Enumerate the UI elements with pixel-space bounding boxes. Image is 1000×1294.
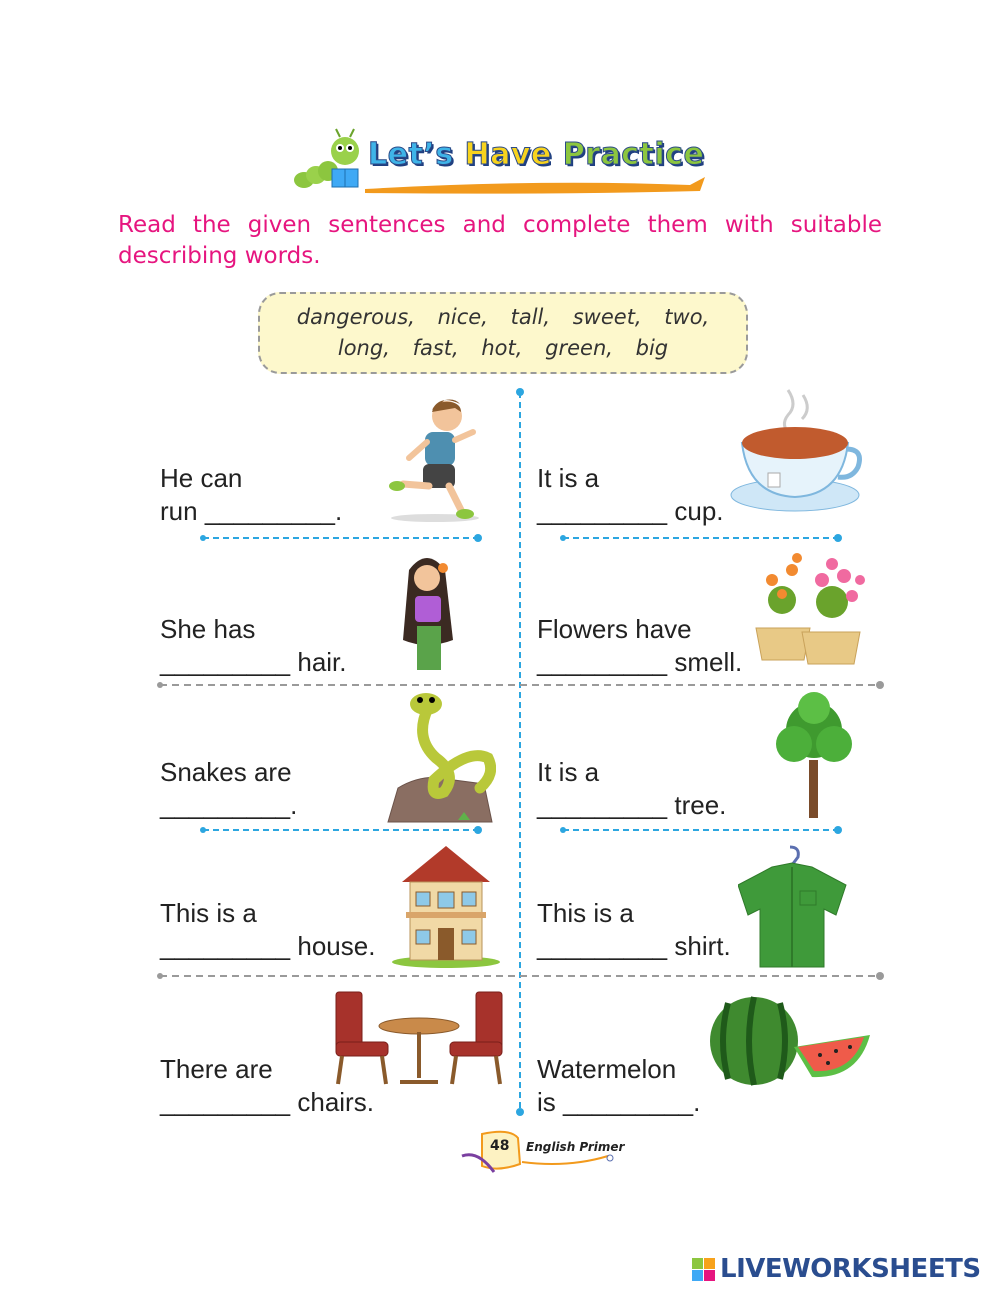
word-option: hot, xyxy=(481,336,523,360)
instruction-text: Read the given sentences and complete them with suitable describing words. xyxy=(118,212,882,269)
sentence-tree: It is a _________ tree. xyxy=(537,757,727,820)
running-boy-image xyxy=(385,392,485,524)
sentence-run: He can run _________. xyxy=(160,463,343,526)
word-option: sweet, xyxy=(572,305,642,329)
tea-cup-image xyxy=(728,385,862,515)
liveworksheets-logo-icon xyxy=(692,1258,716,1282)
tree-image xyxy=(772,690,856,820)
book-title: English Primer xyxy=(526,1140,625,1154)
word-option: green, xyxy=(545,336,613,360)
sentence-watermelon: Watermelon is _________. xyxy=(537,1054,701,1117)
answer-blank[interactable]: _________ xyxy=(537,496,668,526)
word-option: two, xyxy=(664,305,710,329)
long-hair-girl-image xyxy=(395,550,459,670)
answer-blank[interactable]: _________ xyxy=(537,790,668,820)
answer-blank[interactable]: _________ xyxy=(160,647,291,677)
word-option: dangerous, xyxy=(296,305,415,329)
word-option: long, xyxy=(337,336,390,360)
liveworksheets-logo xyxy=(692,1254,992,1286)
snake-on-rock-image xyxy=(384,688,496,826)
sentence-chairs: There are _________ chairs. xyxy=(160,1054,374,1117)
word-option: tall, xyxy=(510,305,551,329)
answer-blank[interactable]: _________ xyxy=(160,790,291,820)
brand-text: LIVEWORKSHEETS xyxy=(720,1254,981,1284)
sentence-smell: Flowers have _________ smell. xyxy=(537,614,743,677)
green-shirt-image xyxy=(738,845,850,969)
sentence-house: This is a _________ house. xyxy=(160,898,376,961)
watermelon-image xyxy=(708,995,874,1087)
answer-blank[interactable]: _________ xyxy=(537,931,668,961)
answer-blank[interactable]: _________ xyxy=(204,496,335,526)
header-title: Let’s Have Practice xyxy=(368,137,705,172)
sentence-shirt: This is a _________ shirt. xyxy=(537,898,731,961)
sentence-snakes: Snakes are _________. xyxy=(160,757,298,820)
answer-blank[interactable]: _________ xyxy=(160,1087,291,1117)
house-image xyxy=(392,842,500,968)
table-chairs-image xyxy=(330,990,508,1086)
sentence-cup: It is a _________ cup. xyxy=(537,463,724,526)
word-option: fast, xyxy=(412,336,459,360)
page-number: 48 xyxy=(490,1138,510,1154)
word-option: nice, xyxy=(437,305,488,329)
answer-blank[interactable]: _________ xyxy=(537,647,668,677)
word-option: big xyxy=(635,336,669,360)
flower-pots-image xyxy=(752,550,872,670)
page-footer xyxy=(458,1128,628,1178)
sentence-hair: She has _________ hair. xyxy=(160,614,347,677)
answer-blank[interactable]: _________ xyxy=(160,931,291,961)
answer-blank[interactable]: _________ xyxy=(563,1087,694,1117)
